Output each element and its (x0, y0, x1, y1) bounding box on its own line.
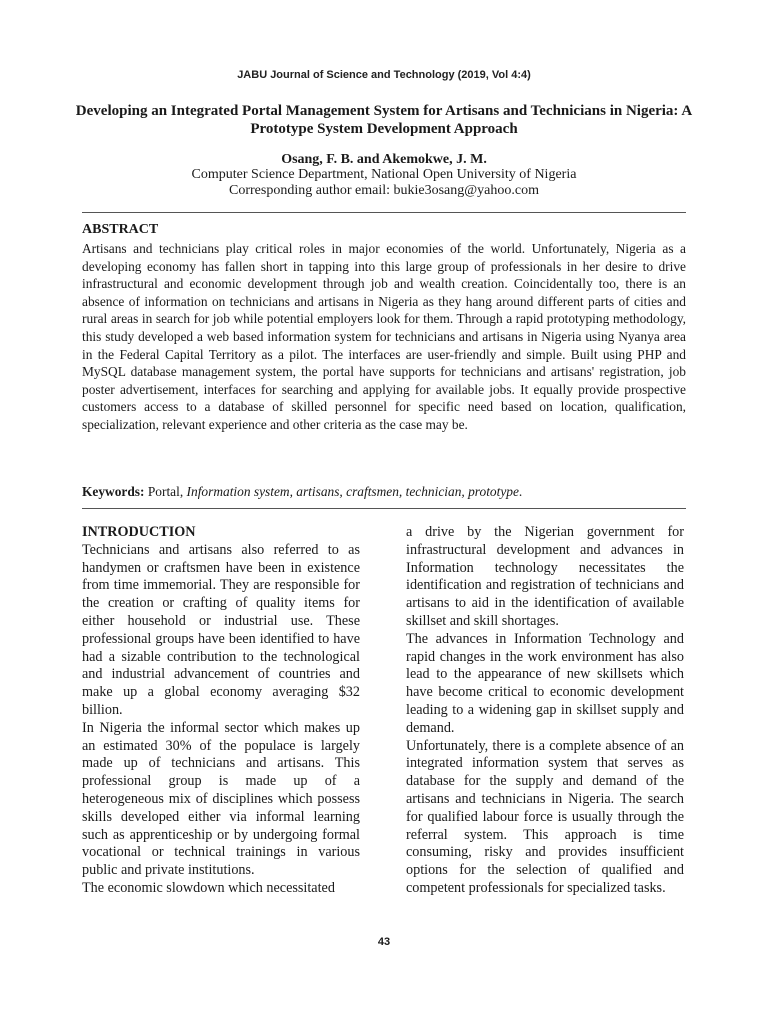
keywords-label: Keywords: (82, 484, 145, 499)
paragraph: Technicians and artisans also referred to as handymen or craftsmen have been in existence from time immemorial. They are responsible for the creation or crafting of quality items for either household or industrial use. These professional groups have been identified to have had a sizable contribution to the technological and industrial advancement of countries and make up a global economy averaging $32 billion. (82, 541, 360, 718)
keywords-end: . (518, 484, 523, 499)
keyword-first: Portal, (147, 484, 184, 499)
section-divider (82, 508, 686, 509)
paragraph: Unfortunately, there is a complete absence of an integrated information system that serves as database for the supply and demand of the artisans and technicians in Nigeria. The search for qualified labour force is usually through the referral system. This approach is time consuming, risky and provides insufficient options for the selection of qualified and competent professionals for specialized tasks. (406, 737, 684, 896)
journal-header: JABU Journal of Science and Technology (2019, Vol 4:4) (237, 69, 531, 81)
keywords-list: Information system, artisans, craftsmen, technician, prototype (186, 484, 519, 499)
keywords-line (82, 484, 686, 500)
abstract-heading: ABSTRACT (82, 222, 159, 237)
abstract-text: Artisans and technicians play critical roles in major economies of the world. Unfortunately, Nigeria as a developing economy has fallen short in tapping into this large group of professionals in her desire to drive infrastructural and economic development through job and wealth creation. Coincidentally too, there is an absence of information on technicians and artisans in Nigeria as they hang around different parts of cities and rural areas in search for job while potential employers look for them. Through a rapid prototyping methodology, this study developed a web based information system for technicians and artisans in Nigeria using Nyanya area in the Federal Capital Territory as a pilot. The interfaces are user-friendly and simple. Built using PHP and MySQL database management system, the portal have supports for technicians and artisans' registration, job poster advertisement, interfaces for searching and applying for available jobs. It equally provide prospective customers access to a database of skilled personnel for specific need based on location, qualification, specialization, relevant experience and other criteria as the case may be. (82, 241, 686, 432)
column-right (406, 524, 684, 898)
corresponding-email: Corresponding author email: bukie3osang@yahoo.com (229, 183, 539, 198)
paragraph: a drive by the Nigerian government for infrastructural development and advances in Information technology necessitates the identification and registration of technicians and artisans to aid in the identification of available skillset and skill shortages. (406, 524, 684, 629)
author-affiliation: Computer Science Department, National Open University of Nigeria (191, 167, 577, 182)
paper-title: Developing an Integrated Portal Management System for Artisans and Technicians in Nigeria: A Prototype System Development Approach (75, 103, 693, 137)
paragraph: The advances in Information Technology and rapid changes in the work environment has also lead to the appearance of new skillsets which have become critical to economic development leading to a widening gap in skillset supply and demand. (406, 630, 684, 736)
section-divider (82, 212, 686, 213)
column-left (82, 524, 360, 898)
paper-authors: Osang, F. B. and Akemokwe, J. M. (281, 152, 487, 167)
paragraph: The economic slowdown which necessitated (82, 879, 335, 896)
paragraph: In Nigeria the informal sector which makes up an estimated 30% of the populace is largely made up of technicians and artisans. This professional group is made up of a heterogeneous mix of disciplines which possess skills developed either via informal learning such as apprenticeship or by undergoing formal vocational or technical trainings in various public and private institutions. (82, 719, 360, 879)
page-number: 43 (377, 936, 391, 948)
introduction-heading: INTRODUCTION (82, 524, 196, 540)
